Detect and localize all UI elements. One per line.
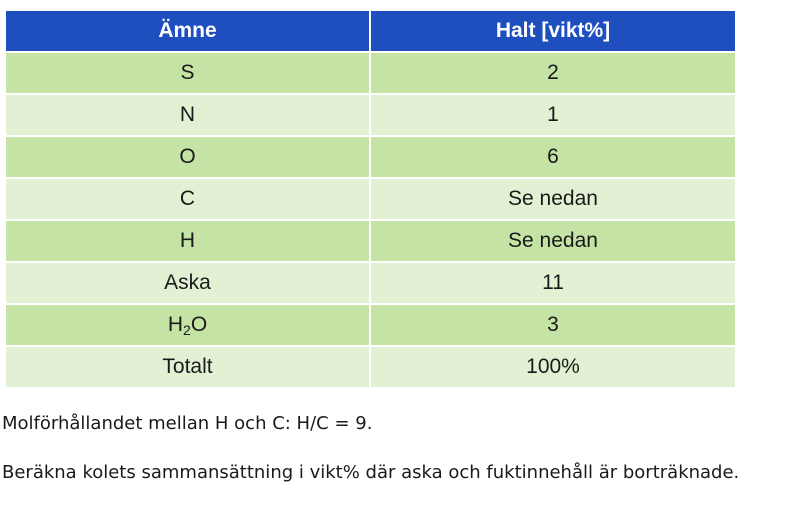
molar-ratio-text: Molförhållandet mellan H och C: H/C = 9.: [2, 413, 373, 434]
substance-cell: Totalt: [5, 346, 370, 388]
substance-cell: S: [5, 52, 370, 94]
substance-rest: O: [190, 312, 208, 336]
content-cell: 6: [370, 136, 736, 178]
content-cell: 2: [370, 52, 736, 94]
substance-cell: N: [5, 94, 370, 136]
content-cell: 100%: [370, 346, 736, 388]
substance-subscript: 2: [183, 321, 191, 338]
header-substance: Ämne: [5, 10, 370, 52]
table-row: [5, 262, 736, 304]
composition-table: [4, 9, 737, 389]
table-row: [5, 94, 736, 136]
header-content: Halt [vikt%]: [370, 10, 736, 52]
substance-cell: C: [5, 178, 370, 220]
table-row: [5, 52, 736, 94]
content-cell: 1: [370, 94, 736, 136]
table-row: [5, 220, 736, 262]
task-text: Beräkna kolets sammansättning i vikt% där aska och fuktinnehåll är borträknade.: [2, 462, 740, 483]
table-row: [5, 304, 736, 346]
substance-cell: O: [5, 136, 370, 178]
substance-base: H: [167, 312, 184, 336]
substance-cell: Aska: [5, 262, 370, 304]
content-cell: Se nedan: [370, 220, 736, 262]
table-row: [5, 178, 736, 220]
table-row: [5, 136, 736, 178]
content-cell: 3: [370, 304, 736, 346]
substance-cell: H: [5, 220, 370, 262]
table-header-row: [5, 10, 736, 52]
content-cell: 11: [370, 262, 736, 304]
table-row: [5, 346, 736, 388]
content-cell: Se nedan: [370, 178, 736, 220]
substance-cell: [5, 304, 370, 346]
